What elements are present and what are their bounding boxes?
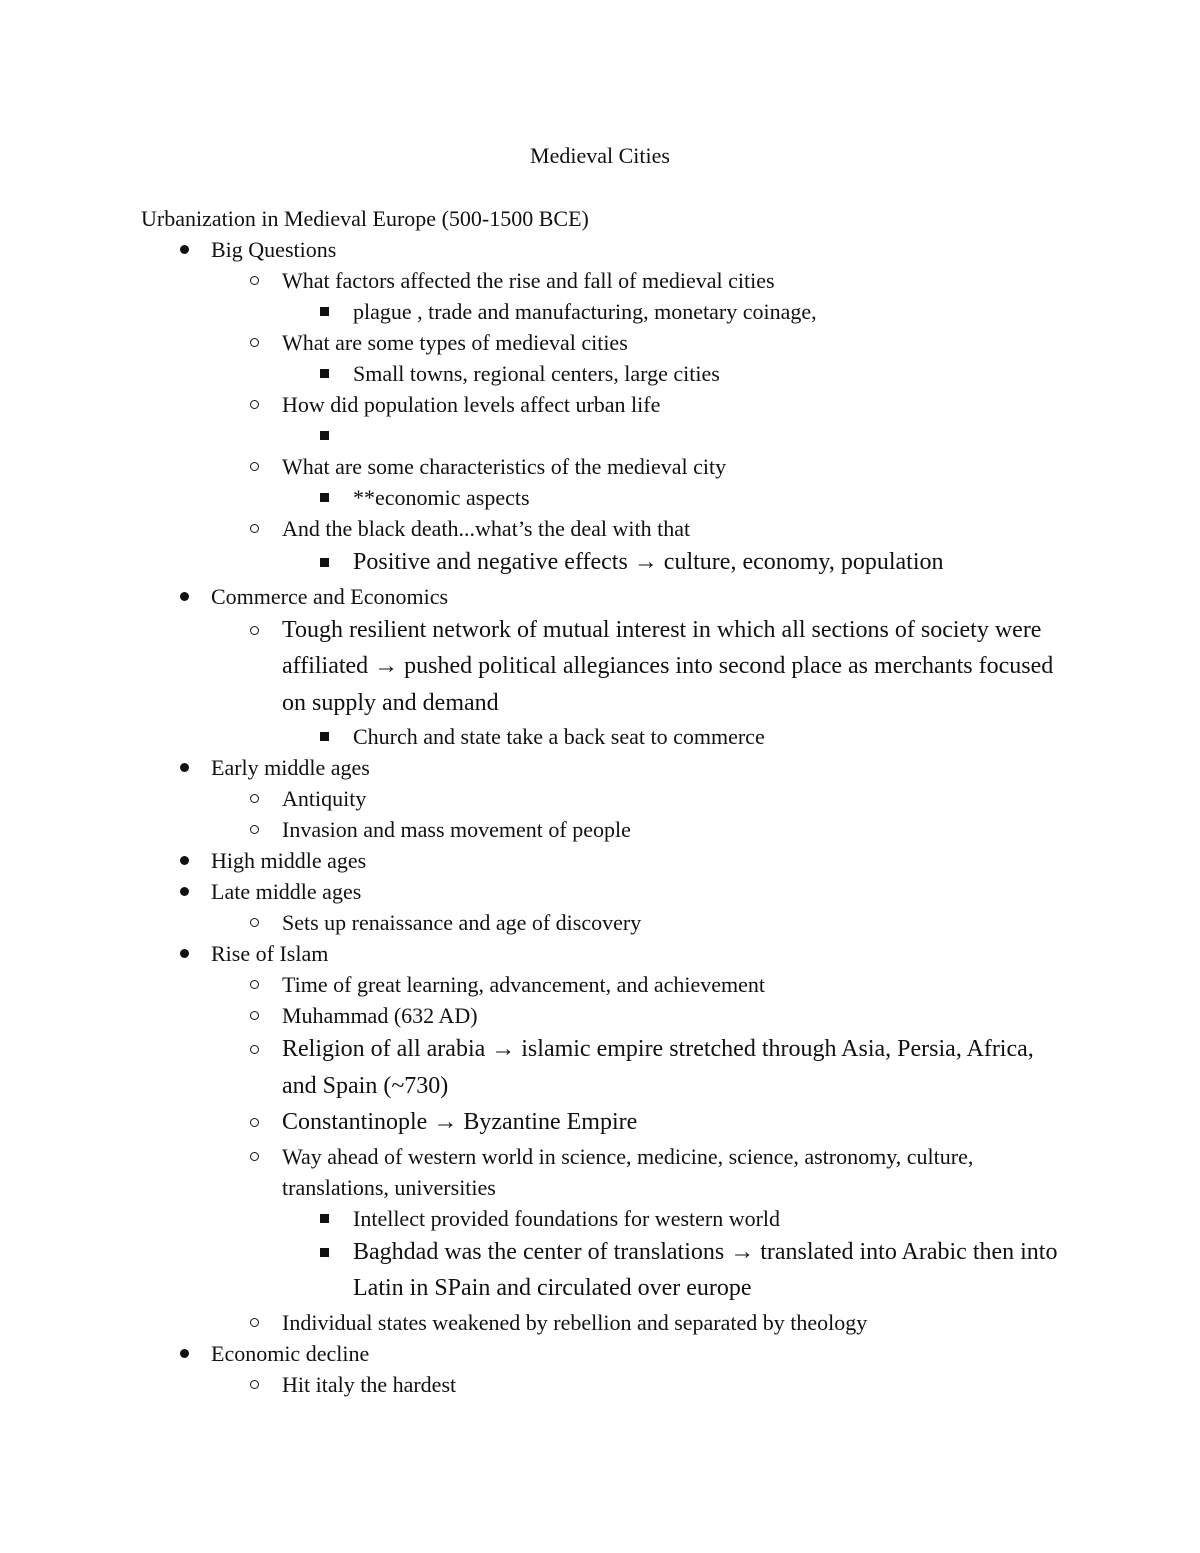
list-item: Antiquity <box>0 783 1060 814</box>
list-item: Small towns, regional centers, large cities <box>0 358 1060 389</box>
circle-bullet-icon <box>250 400 259 409</box>
list-item: High middle ages <box>0 845 1200 876</box>
list-item: Constantinople → Byzantine Empire <box>0 1104 1060 1141</box>
square-bullet-icon <box>320 1248 329 1257</box>
list-item: Intellect provided foundations for western world <box>0 1203 1060 1234</box>
list-item: Tough resilient network of mutual interest in which all sections of society were affiliated → pushed political allegiances into second place as merchants focused on supply and demand Church and state take a back seat to commerce <box>0 612 1060 753</box>
list-item: Sets up renaissance and age of discovery <box>0 907 1060 938</box>
circle-bullet-icon <box>250 1152 259 1161</box>
square-bullet-icon <box>320 307 329 316</box>
list-item: Late middle ages Sets up renaissance and age of discovery <box>0 876 1200 938</box>
list-item: What are some characteristics of the medieval city **economic aspects <box>0 451 1060 513</box>
list-item: Religion of all arabia → islamic empire stretched through Asia, Persia, Africa, and Spain (~730) <box>0 1031 1060 1104</box>
circle-bullet-icon <box>250 338 259 347</box>
list-item: Commerce and Economics Tough resilient network of mutual interest in which all sections of society were affiliated → pushed political allegiances into second place as merchants focused on supply and demand Church and state take a back seat to commerce <box>0 581 1200 753</box>
circle-bullet-icon <box>250 276 259 285</box>
list-item: And the black death...what’s the deal with that Positive and negative effects → culture, economy, population <box>0 513 1060 581</box>
list-item: How did population levels affect urban life <box>0 389 1060 451</box>
circle-bullet-icon <box>250 794 259 803</box>
square-bullet-icon <box>320 732 329 741</box>
outline-list <box>0 234 1200 1400</box>
section-heading: Urbanization in Medieval Europe (500-1500 BCE) <box>141 206 589 231</box>
list-item: Invasion and mass movement of people <box>0 814 1060 845</box>
circle-bullet-icon <box>250 1118 259 1127</box>
bullet-icon <box>180 763 189 772</box>
list-item: Individual states weakened by rebellion and separated by theology <box>0 1307 1060 1338</box>
circle-bullet-icon <box>250 918 259 927</box>
list-item: Early middle ages Antiquity Invasion and mass movement of people <box>0 752 1200 845</box>
list-item: **economic aspects <box>0 482 1060 513</box>
list-item: Big Questions What factors affected the rise and fall of medieval cities plague , trade and manufacturing, monetary coinage, What are some types of medieval cities Small towns, regional centers, large cities How did population levels affect urban life What are some characteristics of the medieval city **economic aspects And the black death...what’s the deal with that Positive and negative effects → culture, economy, population <box>0 234 1200 581</box>
circle-bullet-icon <box>250 1011 259 1020</box>
list-item: Rise of Islam Time of great learning, advancement, and achievement Muhammad (632 AD) Religion of all arabia → islamic empire stretched through Asia, Persia, Africa, and Spain (~730) Constantinople → Byzantine Empire Way ahead of western world in science, medicine, science, astronomy, culture, translations, universities Intellect provided foundations for western world Baghdad was the center of translations → translated into Arabic then into Latin in SPain and circulated over europe Individual states weakened by rebellion and separated by theology <box>0 938 1200 1338</box>
bullet-icon <box>180 856 189 865</box>
list-item: Economic decline Hit italy the hardest <box>0 1338 1200 1400</box>
circle-bullet-icon <box>250 1318 259 1327</box>
list-item: What factors affected the rise and fall of medieval cities plague , trade and manufacturing, monetary coinage, <box>0 265 1060 327</box>
list-item: Church and state take a back seat to commerce <box>0 721 1060 752</box>
bullet-icon <box>180 245 189 254</box>
list-item: Time of great learning, advancement, and achievement <box>0 969 1060 1000</box>
circle-bullet-icon <box>250 825 259 834</box>
list-item: Baghdad was the center of translations → translated into Arabic then into Latin in SPain and circulated over europe <box>0 1234 1060 1307</box>
square-bullet-icon <box>320 558 329 567</box>
list-item: Way ahead of western world in science, medicine, science, astronomy, culture, translations, universities Intellect provided foundations for western world Baghdad was the center of translations → translated into Arabic then into Latin in SPain and circulated over europe <box>0 1141 1060 1307</box>
circle-bullet-icon <box>250 980 259 989</box>
bullet-icon <box>180 887 189 896</box>
bullet-icon <box>180 949 189 958</box>
list-item: Hit italy the hardest <box>0 1369 1060 1400</box>
list-item <box>0 420 1060 451</box>
circle-bullet-icon <box>250 626 259 635</box>
list-item: What are some types of medieval cities Small towns, regional centers, large cities <box>0 327 1060 389</box>
circle-bullet-icon <box>250 524 259 533</box>
circle-bullet-icon <box>250 462 259 471</box>
circle-bullet-icon <box>250 1045 259 1054</box>
list-item: plague , trade and manufacturing, monetary coinage, <box>0 296 1060 327</box>
bullet-icon <box>180 592 189 601</box>
square-bullet-icon <box>320 431 329 440</box>
page-title: Medieval Cities <box>530 143 670 168</box>
bullet-icon <box>180 1349 189 1358</box>
list-item: Muhammad (632 AD) <box>0 1000 1060 1031</box>
square-bullet-icon <box>320 1214 329 1223</box>
square-bullet-icon <box>320 493 329 502</box>
circle-bullet-icon <box>250 1380 259 1389</box>
list-item: Positive and negative effects → culture, economy, population <box>0 544 1060 581</box>
square-bullet-icon <box>320 369 329 378</box>
